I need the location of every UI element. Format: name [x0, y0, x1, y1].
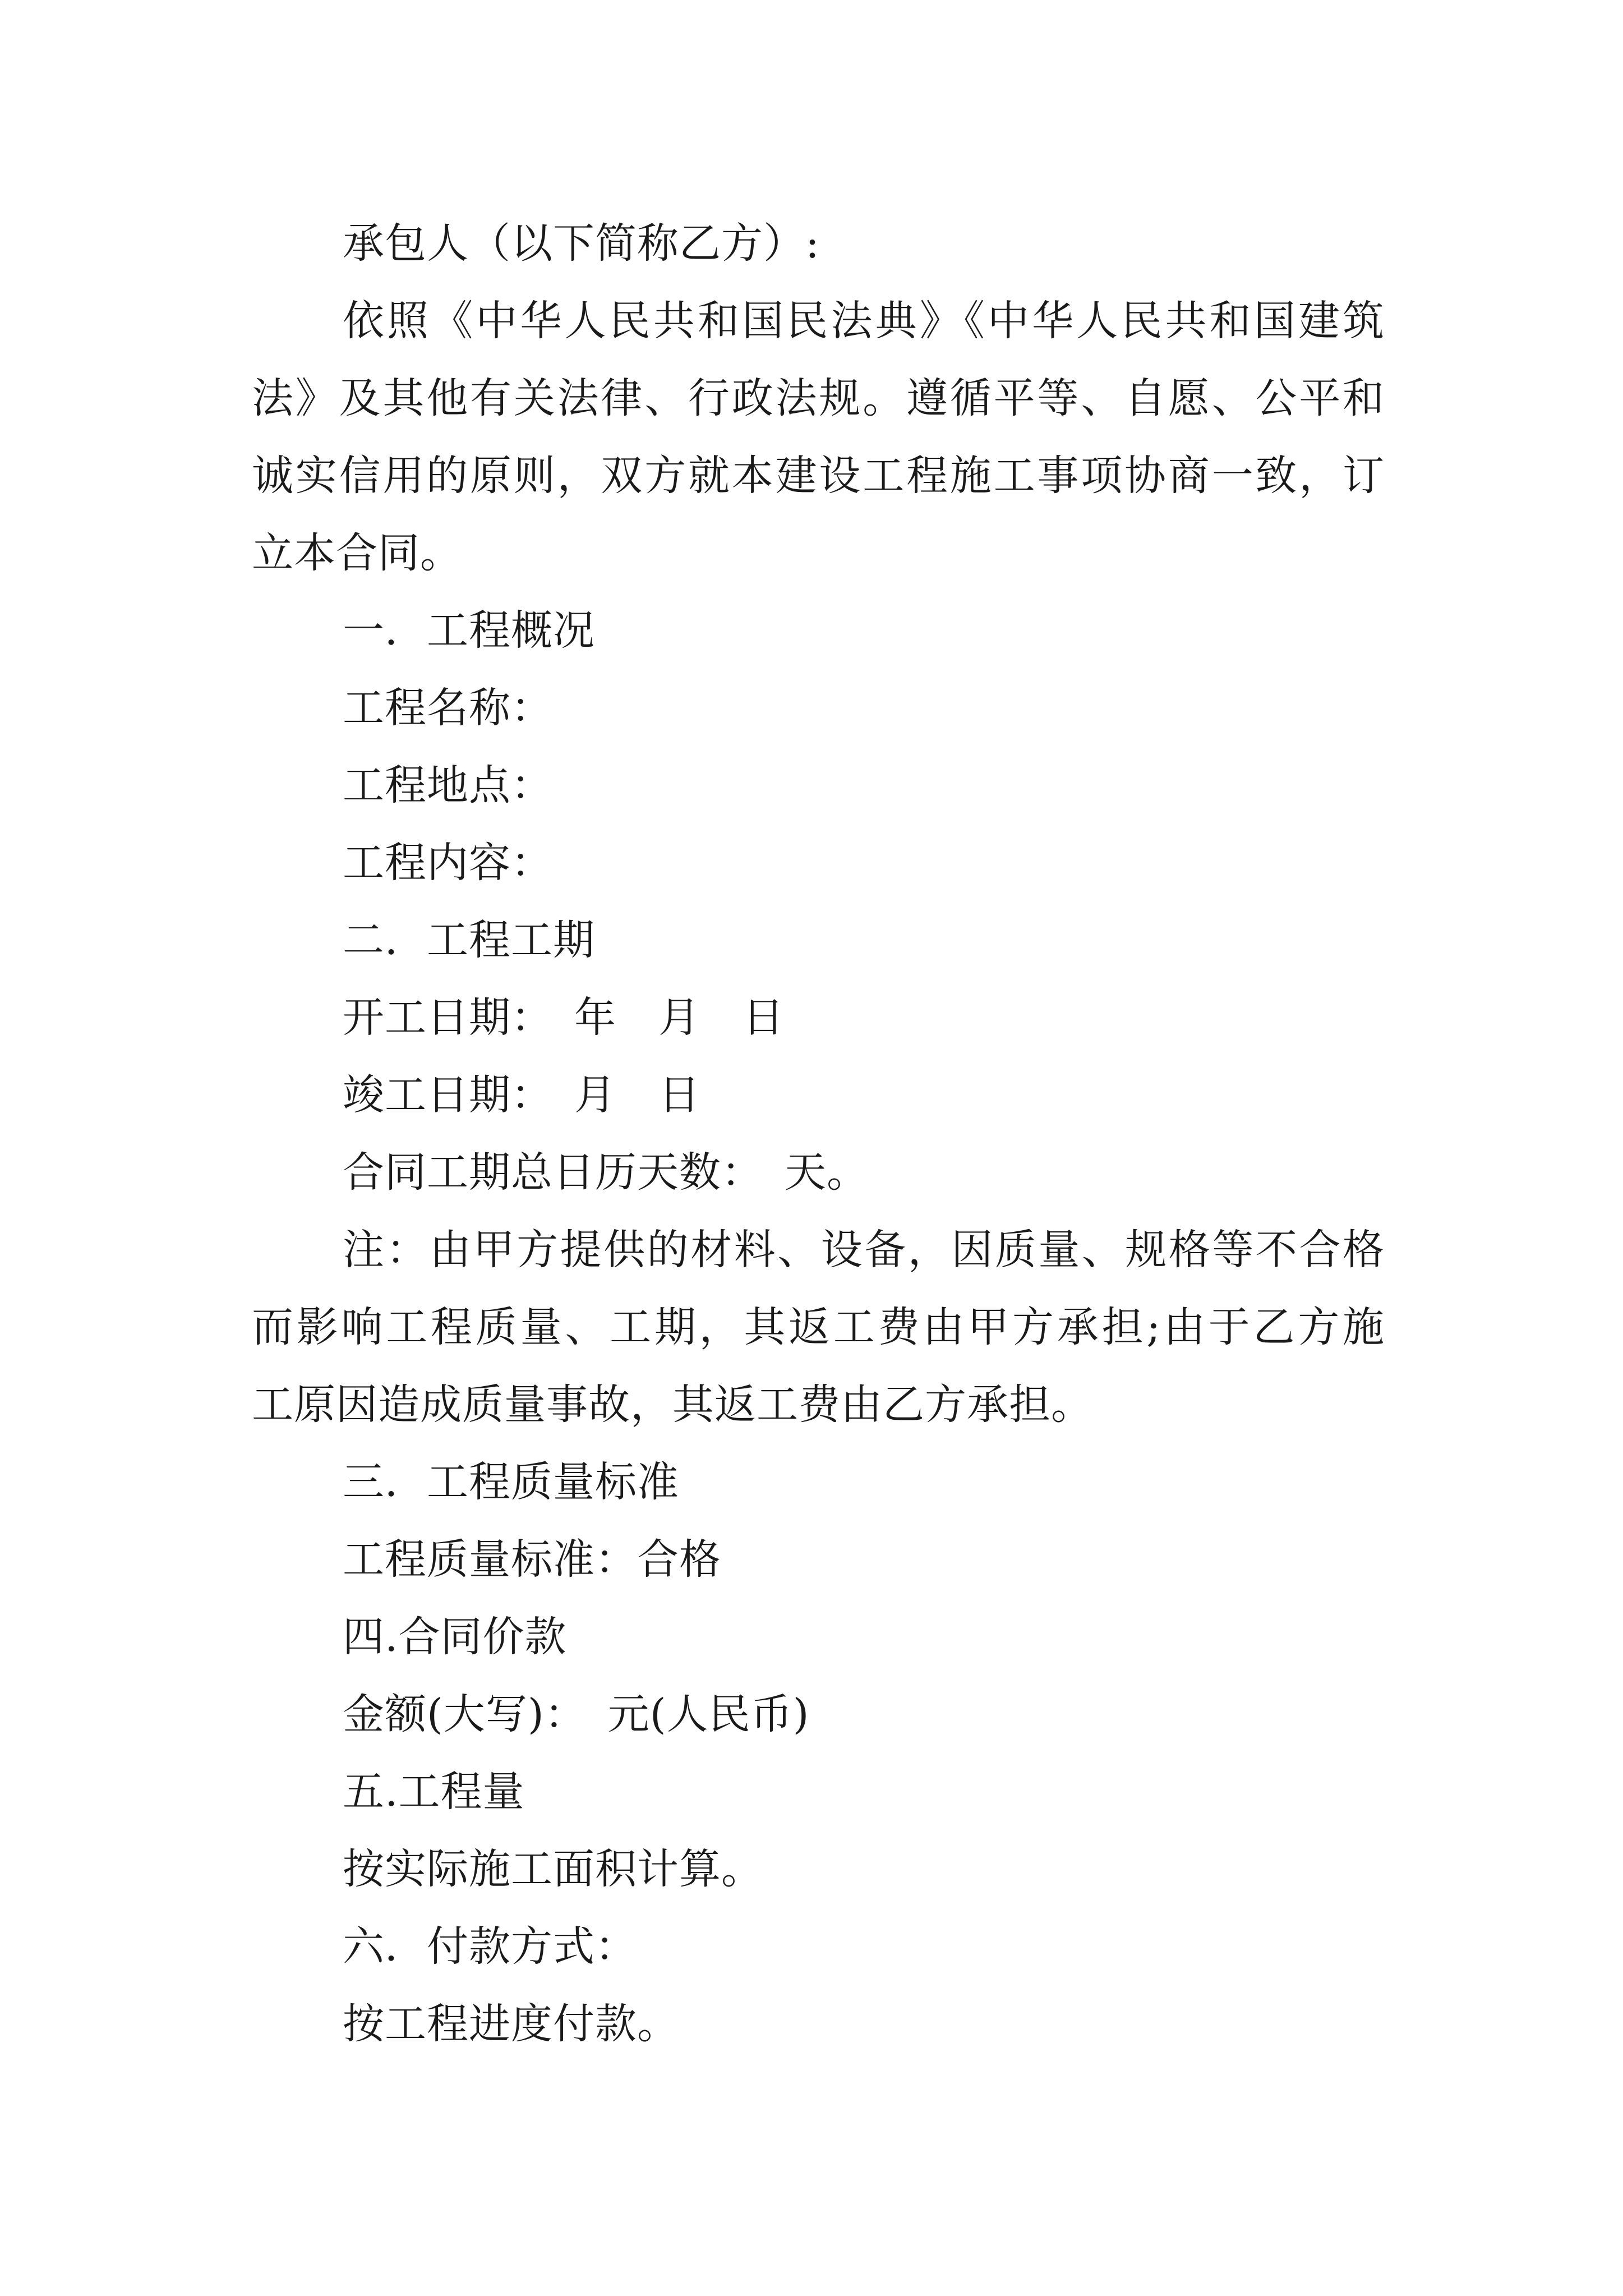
preamble-line: 立本合同。	[252, 529, 462, 577]
section-heading: 五.工程量	[343, 1768, 525, 1816]
total-days-field: 合同工期总日历天数： 天。	[343, 1148, 869, 1197]
amount-field: 金额(大写)： 元(人民币)	[343, 1690, 810, 1738]
quality-standard-field: 工程质量标准：合格	[343, 1535, 721, 1584]
preamble-line: 法》及其他有关法律、行政法规。遵循平等、自愿、公平和	[252, 374, 1385, 422]
preamble-line: 诚实信用的原则，双方就本建设工程施工事项协商一致，订	[252, 452, 1385, 500]
section-heading: 二．工程工期	[343, 916, 595, 964]
section-heading: 四.合同价款	[343, 1613, 567, 1661]
quantity-text: 按实际施工面积计算。	[343, 1845, 763, 1893]
section-heading: 一．工程概况	[343, 606, 595, 655]
project-location-field: 工程地点：	[343, 761, 553, 809]
note-line: 注：由甲方提供的材料、设备，因质量、规格等不合格	[343, 1226, 1385, 1274]
preamble-paragraph	[252, 282, 1385, 592]
preamble-line: 依照《中华人民共和国民法典》《中华人民共和国建筑	[343, 297, 1385, 345]
start-date-field: 开工日期： 年 月 日	[343, 993, 785, 1042]
section-heading: 六．付款方式：	[343, 1922, 637, 1971]
payment-text: 按工程进度付款。	[343, 2000, 679, 2048]
note-paragraph	[252, 1211, 1385, 1443]
note-line: 而影响工程质量、工期，其返工费由甲方承担;由于乙方施	[252, 1303, 1385, 1351]
end-date-field: 竣工日期： 月 日	[343, 1071, 700, 1119]
document-body	[252, 205, 1385, 2063]
section-heading: 三．工程质量标准	[343, 1458, 679, 1506]
contractor-label: 承包人（以下简称乙方）:	[343, 219, 820, 268]
note-line: 工原因造成质量事故，其返工费由乙方承担。	[252, 1381, 1093, 1429]
project-name-field: 工程名称：	[343, 684, 553, 732]
project-content-field: 工程内容：	[343, 839, 553, 887]
